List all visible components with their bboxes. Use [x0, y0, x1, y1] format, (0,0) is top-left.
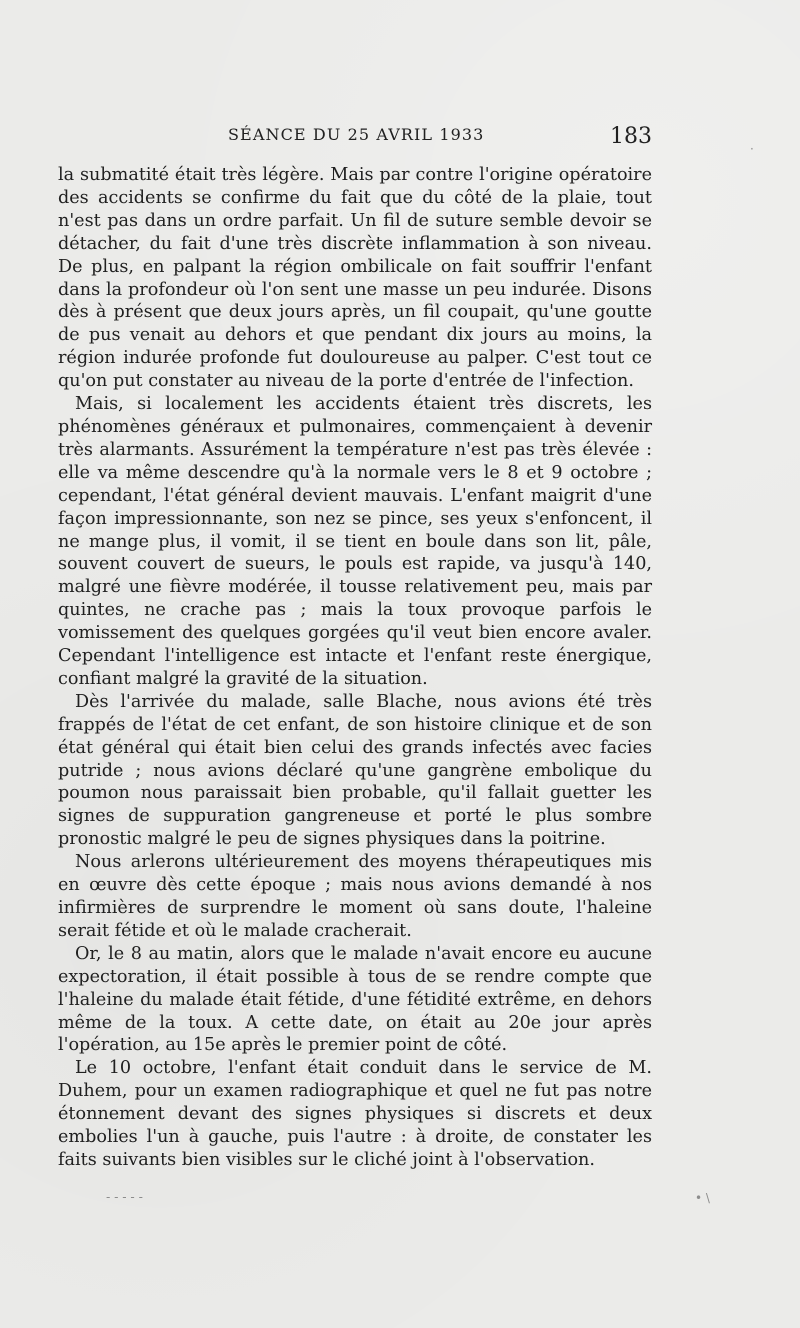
page-number: 183 — [610, 124, 652, 149]
running-title: SÉANCE DU 25 AVRIL 1933 — [228, 125, 485, 144]
paragraph: Le 10 octobre, l'enfant était conduit dans le service de M. Duhem, pour un examen radiographique et quel ne fut pas notre étonnement devant des signes physiques si discrets et deux embolies l'un à gauche, puis l'autre : à droite, de constater les faits suivants bien visibles sur le cliché joint à l'observation. — [58, 1058, 652, 1170]
paragraph: Dès l'arrivée du malade, salle Blache, nous avions été très frappés de l'état de cet enfant, de son histoire clinique et de son état général qui était bien celui des grands infectés avec facies putride ; nous avions déclaré qu'une gangrène embolique du poumon nous paraissait bien probable, qu'il fallait guetter les signes de suppuration gangreneuse et porté le plus sombre pronostic malgré le peu de signes physiques dans la poitrine. — [58, 691, 652, 850]
paragraph: Or, le 8 au matin, alors que le malade n'avait encore eu aucune expectoration, il était possible à tous de se rendre compte que l'haleine du malade était fétide, d'une fétidité extrême, en dehors même de la toux. A cette date, on était au 20e jour après l'opération, au 15e après le premier point de côté. — [58, 943, 652, 1056]
paragraph: la submatité était très légère. Mais par contre l'origine opératoire des accidents se confirme du fait que du côté de la plaie, tout n'est pas dans un ordre parfait. Un fil de suture semble devoir se détacher, du fait d'une très discrète inflammation à son niveau. De plus, en palpant la région ombilicale on fait souffrir l'enfant dans la profondeur où l'on sent une masse un peu indurée. Disons dès à présent que deux jours après, un fil coupait, qu'une goutte de pus venait au dehors et que pendant dix jours au moins, la région indurée profonde fut douloureuse au palper. C'est tout ce qu'on put constater au niveau de la porte d'entrée de l'infection. — [58, 165, 652, 392]
scan-mark: - - - - - — [106, 1190, 143, 1204]
scan-mark: • \ — [695, 1191, 710, 1205]
body-text — [58, 164, 652, 1172]
scan-mark: · — [750, 142, 754, 156]
paragraph: Mais, si localement les accidents étaient très discrets, les phénomènes généraux et pulmonaires, commençaient à devenir très alarmants. Assurément la température n'est pas très élevée : elle va même descendre qu'à la normale vers le 8 et 9 octobre ; cependant, l'état général devient mauvais. L'enfant maigrit d'une façon impressionnante, son nez se pince, ses yeux s'enfoncent, il ne mange plus, il vomit, il se tient en boule dans son lit, pâle, souvent couvert de sueurs, le pouls est rapide, va jusqu'à 140, malgré une fièvre modérée, il tousse relativement peu, mais par quintes, ne crache pas ; mais la toux provoque parfois le vomissement des quelques gorgées qu'il veut bien encore avaler. Cependant l'intelligence est intacte et l'enfant reste énergique, confiant malgré la gravité de la situation. — [58, 394, 652, 689]
running-header — [58, 125, 652, 151]
paragraph: Nous arlerons ultérieurement des moyens thérapeutiques mis en œuvre dès cette époque ; mais nous avions demandé à nos infirmières de surprendre le moment où sans doute, l'haleine serait fétide et où le malade cracherait. — [58, 852, 652, 941]
